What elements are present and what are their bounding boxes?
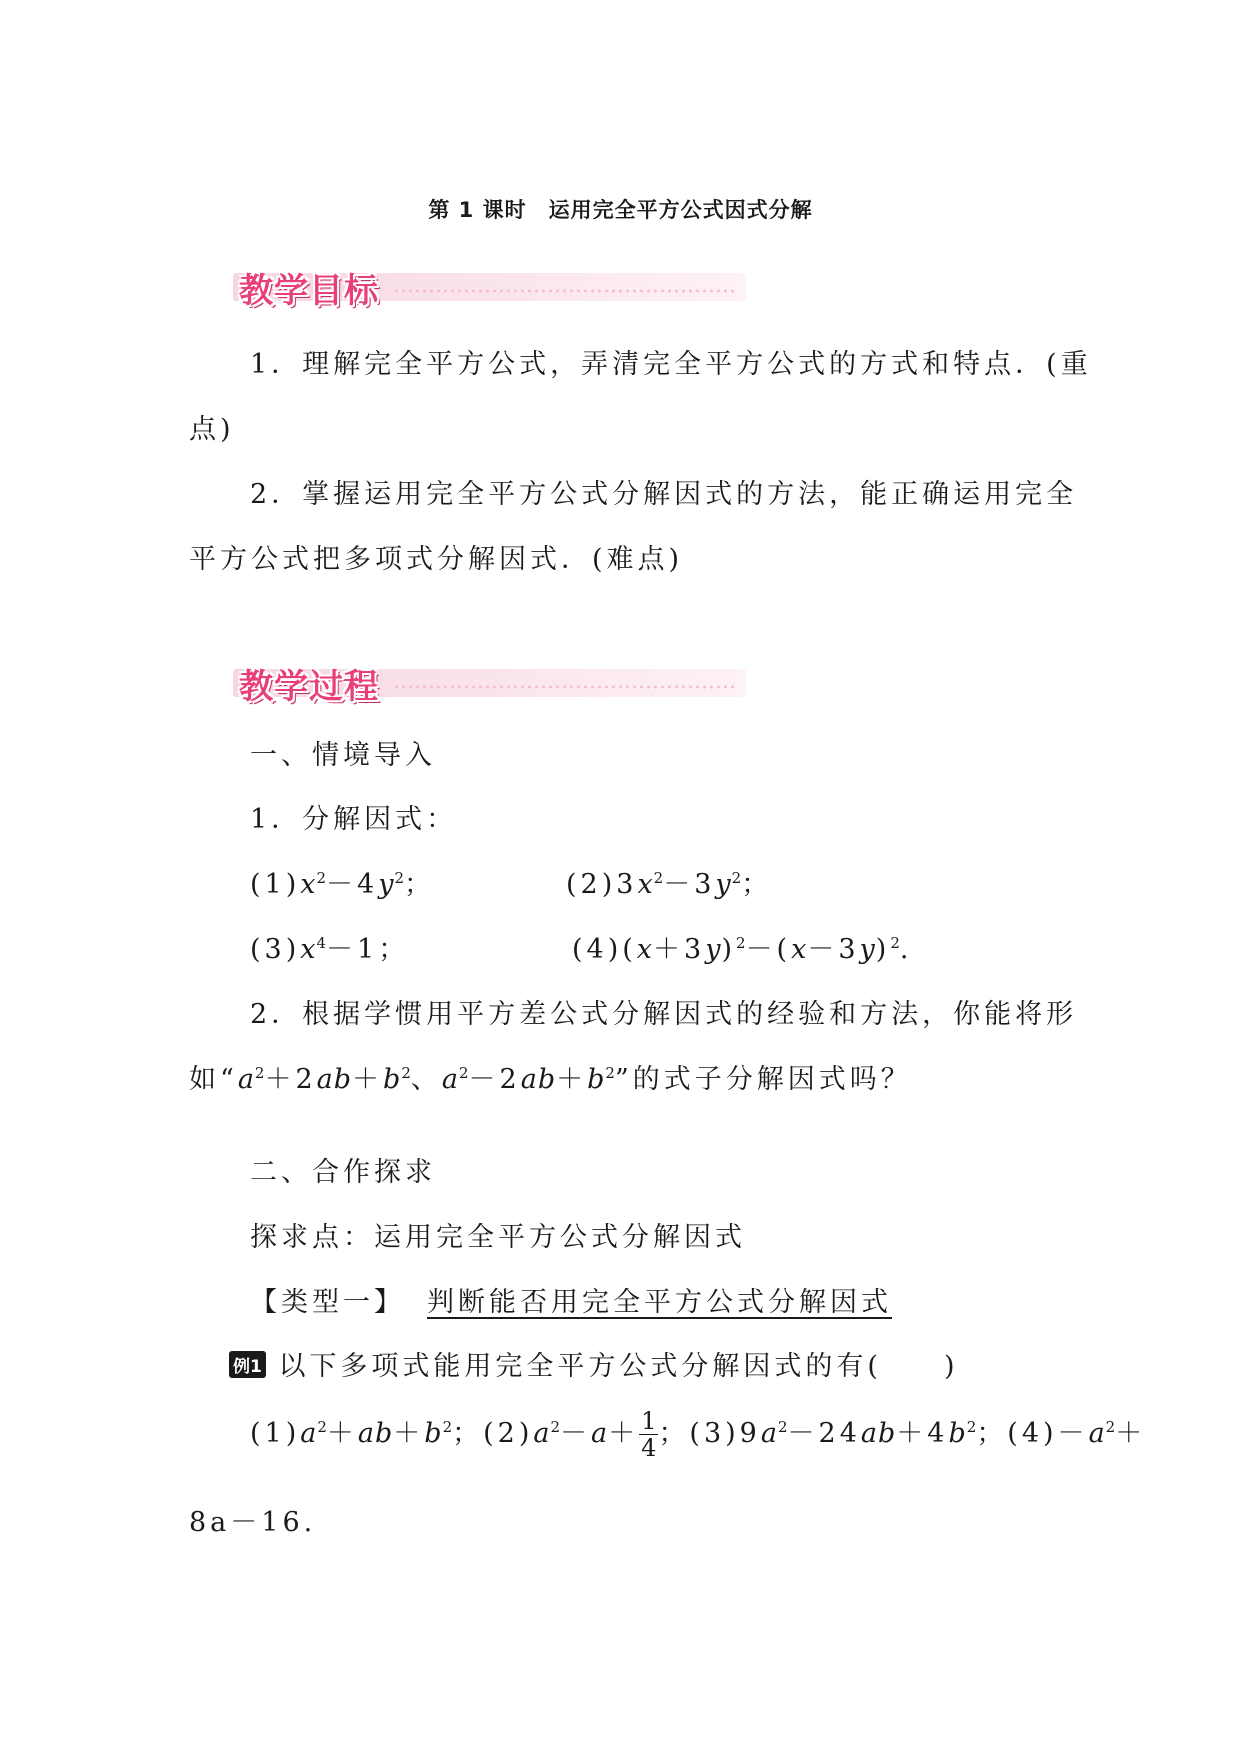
heading-dots — [393, 289, 738, 293]
exercise-1: $(1)x^2-4y^2$； — [250, 869, 436, 900]
goal-2-line-2: 平方公式把多项式分解因式．(难点) — [189, 544, 684, 575]
example-1-line — [229, 1344, 959, 1383]
type-label: 【类型一】 — [250, 1287, 405, 1318]
exercise-3: $(3)x^4-1$； — [250, 934, 410, 965]
example-options-continued: 8a－16. — [189, 1507, 317, 1538]
goal-1-line-1: 1．理解完全平方公式，弄清完全平方公式的方式和特点．(重 — [250, 349, 1092, 380]
question-1: 1．分解因式： — [250, 804, 458, 835]
exercise-4: $(4)(x+3y)^2-(x-3y)^2$. — [572, 934, 913, 965]
question-2-line-1: 2．根据学惯用平方差公式分解因式的经验和方法，你能将形 — [250, 999, 1078, 1030]
goal-2-line-1: 2．掌握运用完全平方公式分解因式的方法，能正确运用完全 — [250, 479, 1078, 510]
page-title: 第 1 课时 运用完全平方公式因式分解 — [428, 198, 813, 222]
explore-point: 探求点：运用完全平方公式分解因式 — [250, 1222, 746, 1253]
type-one-line — [250, 1280, 892, 1319]
type-title: 判断能否用完全平方公式分解因式 — [427, 1287, 892, 1318]
exercise-2: $(2)3x^2-3y^2$； — [566, 869, 773, 900]
section-heading-process — [233, 663, 746, 707]
fraction-one-quarter: $\frac{1}{4}$ — [641, 1407, 657, 1462]
part-1-title: 一、情境导入 — [250, 740, 436, 771]
example-badge: 例1 — [229, 1351, 266, 1378]
example-options: $(1)a^2+ab+b^2$；$(2)a^2-a+$ $\frac{1}{4}$ ；$(3)9a^2-24ab+4b^2$；$(4)-a^2+$ — [250, 1407, 1147, 1462]
heading-dots — [393, 685, 738, 689]
example-text: 以下多项式能用完全平方公式分解因式的有( ) — [278, 1351, 959, 1382]
heading-label: 教学目标 — [239, 271, 379, 311]
goal-1-line-2: 点) — [189, 414, 235, 445]
section-heading-goals — [233, 267, 746, 311]
question-2-line-2: 如“$a^2+2ab+b^2$、$a^2-2ab+b^2$”的式子分解因式吗？ — [189, 1064, 912, 1095]
heading-label: 教学过程 — [239, 667, 379, 707]
part-2-title: 二、合作探求 — [250, 1157, 436, 1188]
